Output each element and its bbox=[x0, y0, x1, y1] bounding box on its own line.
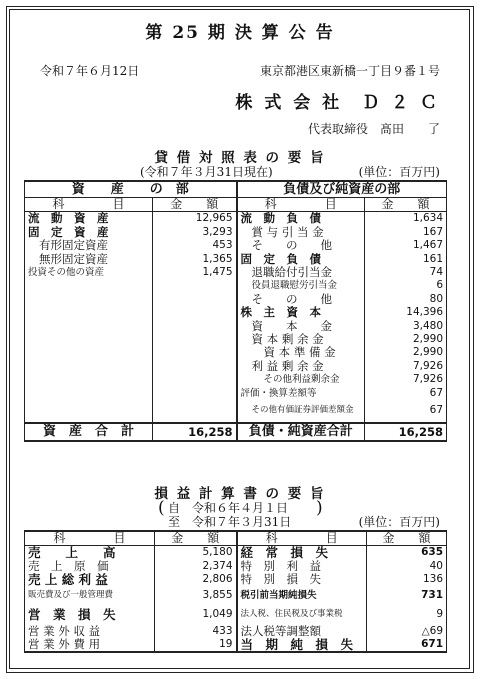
liability-label: 評価・換算差額等 bbox=[240, 387, 317, 399]
table-row bbox=[25, 373, 447, 386]
asset-value: 1,475 bbox=[153, 266, 237, 279]
liability-value: 167 bbox=[365, 226, 447, 239]
income-label: 税引前当期純損失 bbox=[240, 589, 317, 601]
income-statement-table bbox=[24, 530, 447, 653]
col-item-header: 科 目 bbox=[52, 197, 125, 211]
assets-total-value: 16,258 bbox=[153, 423, 237, 441]
income-value: 635 bbox=[367, 546, 447, 560]
table-row bbox=[25, 605, 447, 625]
liabilities-total-value: 16,258 bbox=[365, 423, 447, 441]
liability-value: 6 bbox=[365, 279, 447, 292]
total-row bbox=[25, 423, 447, 441]
asset-label: 固 定 資 産 bbox=[28, 225, 109, 239]
liability-value: 1,467 bbox=[365, 239, 447, 252]
representative-name: 代表取締役 髙田 了 bbox=[307, 122, 440, 136]
table-row bbox=[25, 625, 447, 638]
income-label: 法人税、住民税及び事業税 bbox=[240, 608, 343, 619]
income-label: 当 期 純 損 失 bbox=[240, 638, 354, 653]
liability-label: そ の 他 bbox=[251, 292, 333, 306]
income-value: 1,049 bbox=[155, 605, 237, 625]
liability-value: 67 bbox=[365, 400, 447, 423]
table-row bbox=[25, 346, 447, 359]
balance-sheet-table bbox=[24, 180, 447, 442]
asset-value: 453 bbox=[153, 239, 237, 252]
table-row bbox=[25, 239, 447, 252]
company-address: 東京都港区東新橋一丁目９番１号 bbox=[259, 64, 440, 78]
liability-value: 7,926 bbox=[365, 360, 447, 373]
balance-sheet-title: 貸 借 対 照 表 の 要 旨 bbox=[154, 150, 326, 166]
income-label: 経 常 損 失 bbox=[240, 545, 329, 560]
company-name: 株 式 会 社 Ｄ ２ Ｃ bbox=[235, 93, 440, 113]
income-value: 136 bbox=[367, 573, 447, 586]
period-to: 至 令和７年３月31日 bbox=[168, 515, 292, 529]
balance-sheet-unit: (単位：百万円) bbox=[358, 165, 440, 179]
income-label: 営 業 損 失 bbox=[28, 606, 116, 622]
income-label: 特 別 損 失 bbox=[240, 573, 321, 587]
asset-value: 3,293 bbox=[153, 226, 237, 239]
liability-value: 67 bbox=[365, 387, 447, 400]
income-value: 671 bbox=[367, 638, 447, 652]
liability-label: その他利益剰余金 bbox=[263, 374, 340, 386]
liability-label: 役員退職慰労引当金 bbox=[251, 280, 338, 292]
table-row bbox=[25, 546, 447, 560]
income-label: 売 上 高 bbox=[28, 545, 116, 560]
asset-label: 流 動 資 産 bbox=[28, 211, 109, 226]
liabilities-total-label: 負債・純資産合計 bbox=[248, 424, 353, 440]
income-value: 19 bbox=[155, 638, 237, 652]
income-statement-title: 損 益 計 算 書 の 要 旨 bbox=[154, 486, 326, 502]
income-value: 2,806 bbox=[155, 573, 237, 586]
col-amount-header: 金 額 bbox=[153, 198, 237, 212]
liability-value: 80 bbox=[365, 293, 447, 306]
liability-label: 退職給付引当金 bbox=[251, 266, 333, 280]
liability-label: 固 定 負 債 bbox=[240, 252, 322, 266]
income-value: 40 bbox=[367, 560, 447, 573]
income-label: 売 上 原 価 bbox=[28, 559, 109, 573]
liability-value: 3,480 bbox=[365, 320, 447, 333]
liability-value: 1,634 bbox=[365, 212, 447, 226]
liability-label: 流 動 負 債 bbox=[240, 211, 322, 226]
liability-value: 7,926 bbox=[365, 373, 447, 386]
table-row bbox=[25, 266, 447, 279]
col-item-header: 科 目 bbox=[53, 531, 126, 545]
liability-label: その他有価証券評価差額金 bbox=[251, 405, 354, 416]
table-row bbox=[25, 638, 447, 652]
income-value: △69 bbox=[367, 625, 447, 638]
liability-label: 利 益 剰 余 金 bbox=[251, 359, 324, 373]
table-row bbox=[25, 293, 447, 306]
liabilities-header: 負債及び純資産の部 bbox=[283, 182, 401, 197]
table-row bbox=[25, 387, 447, 400]
income-value: 3,855 bbox=[155, 587, 237, 605]
asset-label: 無形固定資産 bbox=[39, 252, 108, 266]
balance-sheet-date: (令和７年３月31日現在) bbox=[140, 165, 273, 179]
assets-total-label: 資 産 合 計 bbox=[42, 424, 134, 440]
income-label: 売 上 総 利 益 bbox=[28, 573, 108, 587]
liability-value: 14,396 bbox=[365, 306, 447, 319]
page-title: 第 25 期 決 算 公 告 bbox=[145, 23, 335, 43]
brace-left: ( bbox=[158, 498, 165, 518]
liability-label: そ の 他 bbox=[251, 239, 333, 253]
col-item-header: 科 目 bbox=[265, 531, 338, 545]
table-row bbox=[25, 573, 447, 586]
liability-label: 株 主 資 本 bbox=[240, 306, 322, 320]
announcement-date: 令和７年６月12日 bbox=[40, 64, 140, 78]
income-label: 営 業 外 収 益 bbox=[28, 624, 101, 638]
asset-label: 投資その他の資産 bbox=[28, 267, 105, 279]
liability-label: 資 本 準 備 金 bbox=[263, 346, 336, 360]
liability-label: 賞 与 引 当 金 bbox=[251, 225, 324, 239]
income-value: 5,180 bbox=[155, 546, 237, 560]
table-row bbox=[25, 279, 447, 292]
liability-value: 2,990 bbox=[365, 346, 447, 359]
table-row bbox=[25, 253, 447, 266]
liability-value: 74 bbox=[365, 266, 447, 279]
col-amount-header: 金 額 bbox=[367, 531, 447, 546]
income-value: 731 bbox=[367, 587, 447, 605]
liability-label: 資 本 剰 余 金 bbox=[251, 333, 324, 347]
table-row bbox=[25, 587, 447, 605]
table-row bbox=[25, 212, 447, 226]
table-row bbox=[25, 320, 447, 333]
income-label: 法人税等調整額 bbox=[240, 624, 321, 638]
income-value: 2,374 bbox=[155, 560, 237, 573]
asset-value: 1,365 bbox=[153, 253, 237, 266]
income-label: 特 別 利 益 bbox=[240, 559, 321, 573]
table-row bbox=[25, 333, 447, 346]
liability-value: 161 bbox=[365, 253, 447, 266]
table-row bbox=[25, 360, 447, 373]
col-amount-header: 金 額 bbox=[365, 198, 447, 212]
asset-label: 有形固定資産 bbox=[39, 239, 108, 253]
asset-value: 12,965 bbox=[153, 212, 237, 226]
brace-right: ) bbox=[316, 498, 323, 518]
col-item-header: 科 目 bbox=[264, 197, 337, 211]
col-amount-header: 金 額 bbox=[155, 531, 237, 546]
income-statement-unit: (単位：百万円) bbox=[358, 515, 440, 529]
liability-value: 2,990 bbox=[365, 333, 447, 346]
income-value: 9 bbox=[367, 605, 447, 625]
income-label: 販売費及び一般管理費 bbox=[28, 589, 114, 600]
table-row bbox=[25, 400, 447, 423]
assets-header: 資 産 の 部 bbox=[25, 181, 237, 198]
income-value: 433 bbox=[155, 625, 237, 638]
table-row bbox=[25, 306, 447, 319]
income-label: 営 業 外 費 用 bbox=[28, 638, 101, 652]
period-from: 自 令和６年４月１日 bbox=[168, 501, 289, 515]
table-row bbox=[25, 560, 447, 573]
table-row bbox=[25, 226, 447, 239]
liability-label: 資 本 金 bbox=[251, 319, 333, 333]
